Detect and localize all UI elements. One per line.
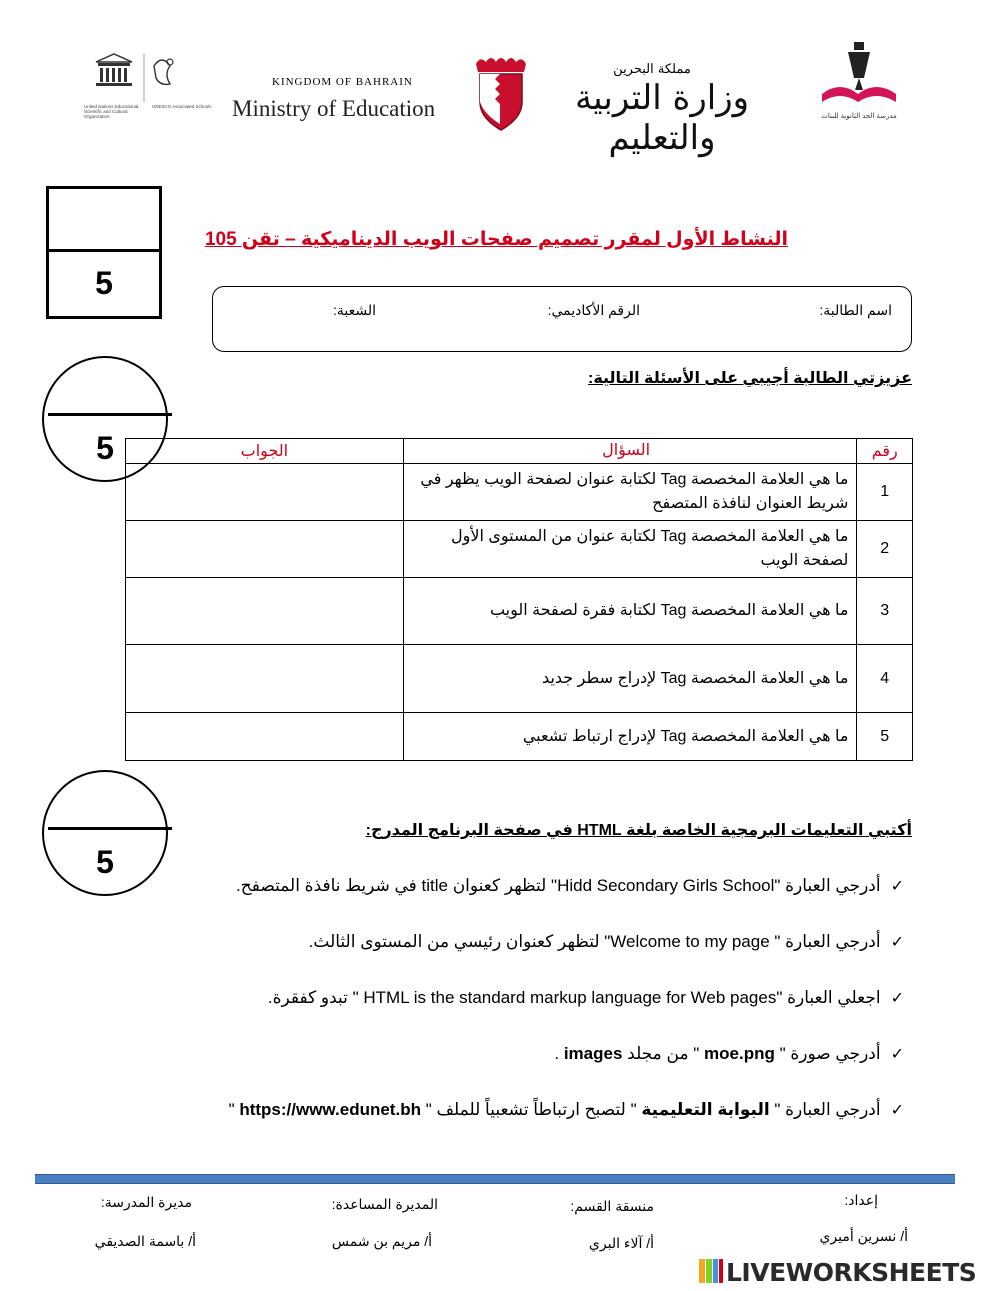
footer-divider	[35, 1174, 955, 1184]
prepared-label: إعداد:	[844, 1192, 878, 1208]
table-row	[126, 645, 913, 713]
student-name-label: اسم الطالبة:	[819, 302, 892, 318]
answer-cell[interactable]	[126, 521, 404, 578]
checkmark-icon: ✓	[890, 990, 904, 1007]
instruction-questions: عزيزتي الطالبة أجيبي على الأسئلة التالية:	[587, 370, 912, 387]
ministry-text: Ministry of Education	[232, 96, 436, 121]
table-row	[126, 713, 913, 761]
row-question: ما هي العلامة المخصصة Tag لكتابة عنوان لصفحة الويب يظهر في شريط العنوان لنافذة المتصفح	[403, 464, 857, 521]
header-question: السؤال	[403, 439, 857, 464]
checkmark-icon: ✓	[890, 878, 904, 895]
academic-number-label: الرقم الأكاديمي:	[547, 302, 640, 318]
task-item	[229, 1100, 904, 1120]
task-item	[268, 988, 904, 1008]
task-text: أدرجي صورة "	[774, 1044, 881, 1063]
page-title: النشاط الأول لمقرر تصميم صفحات الويب الديناميكية – تقن 105	[204, 229, 788, 250]
task-link-text: البوابة التعليمية	[641, 1100, 770, 1119]
principal-label: مديرة المدرسة:	[100, 1194, 192, 1210]
checkmark-icon: ✓	[890, 934, 904, 951]
arabic-ministry-text: وزارة التربية والتعليم	[574, 78, 750, 158]
unesco-caption-right: UNESCO Associated Schools	[152, 104, 212, 109]
questions-table	[125, 438, 913, 761]
checkmark-icon: ✓	[890, 1046, 904, 1063]
header-num: رقم	[857, 439, 913, 464]
instruction-html: أكتبي التعليمات البرمجية الخاصة بلغة HTML في صفحة البرنامج المدرج:	[365, 822, 912, 839]
task-text: "	[228, 1100, 240, 1119]
kingdom-text: KINGDOM OF BAHRAIN	[272, 76, 413, 88]
task-item	[236, 876, 904, 896]
score-number: 5	[95, 265, 113, 301]
row-number: 5	[857, 713, 913, 761]
task-item	[554, 1044, 904, 1064]
table-row	[126, 578, 913, 645]
principal-name: أ/ باسمة الصديقي	[94, 1233, 196, 1249]
row-question: ما هي العلامة المخصصة Tag لإدراج ارتباط تشعبي	[403, 713, 857, 761]
coordinator-label: منسقة القسم:	[570, 1198, 654, 1214]
arabic-kingdom-text: مملكة البحرين	[613, 62, 691, 77]
school-caption: مدرسة الحد الثانوية للبنات	[821, 113, 897, 120]
score-divider	[49, 249, 159, 252]
coordinator-name: أ/ آلاء البري	[588, 1235, 654, 1251]
row-question: ما هي العلامة المخصصة Tag لكتابة عنوان من المستوى الأول لصفحة الويب	[403, 521, 857, 578]
answer-cell[interactable]	[126, 578, 404, 645]
table-row	[126, 521, 913, 578]
row-number: 4	[857, 645, 913, 713]
task-text: اجعلي العبارة "HTML is the standard markup language for Web pages " تبدو كفقرة.	[267, 988, 881, 1007]
prepared-name: أ/ نسرين أميري	[819, 1228, 908, 1244]
brand-text: LIVEWORKSHEETS	[726, 1258, 977, 1287]
task-text: " لتصبح ارتباطاً تشعبياً للملف "	[420, 1100, 642, 1119]
task-text: " من مجلد	[622, 1044, 705, 1063]
task-text: أدرجي العبارة "	[769, 1100, 881, 1119]
score-box-square	[46, 186, 162, 319]
liveworksheets-logo	[698, 1258, 998, 1288]
unesco-logo	[84, 52, 218, 124]
row-number: 3	[857, 578, 913, 645]
answer-cell[interactable]	[126, 713, 404, 761]
header-answer: الجواب	[126, 439, 404, 464]
task-text: .	[554, 1044, 564, 1063]
score-line	[48, 827, 172, 830]
task-url: https://www.edunet.bh	[239, 1100, 421, 1119]
score-circle-two	[42, 770, 168, 896]
task-text: أدرجي العبارة " Welcome to my page" لتظهر كعنوان رئيسي من المستوى الثالث.	[308, 932, 881, 951]
row-question: ما هي العلامة المخصصة Tag لكتابة فقرة لصفحة الويب	[403, 578, 857, 645]
answer-cell[interactable]	[126, 464, 404, 521]
table-row	[126, 464, 913, 521]
task-item	[309, 932, 904, 952]
table-header-row	[126, 439, 913, 464]
section-label: الشعبة:	[332, 302, 376, 318]
task-file-name: moe.png	[704, 1044, 775, 1063]
task-text: أدرجي العبارة "Hidd Secondary Girls School" لتظهر كعنوان title في شريط نافذة المتصفح.	[236, 876, 881, 895]
checkmark-icon: ✓	[890, 1102, 904, 1119]
score-number: 5	[96, 430, 114, 466]
student-info-box	[212, 286, 912, 352]
liveworksheets-icon	[698, 1258, 724, 1284]
row-question: ما هي العلامة المخصصة Tag لإدراج سطر جديد	[403, 645, 857, 713]
school-logo	[818, 40, 900, 122]
assistant-label: المديرة المساعدة:	[331, 1196, 438, 1212]
answer-cell[interactable]	[126, 645, 404, 713]
row-number: 2	[857, 521, 913, 578]
row-number: 1	[857, 464, 913, 521]
bahrain-crest-icon	[470, 54, 532, 132]
task-folder-name: images	[563, 1044, 623, 1063]
unesco-caption-left: United Nations Educational, Scientific and Cultural Organization	[84, 104, 140, 119]
score-line	[48, 413, 172, 416]
score-number: 5	[96, 844, 114, 880]
assistant-name: أ/ مريم بن شمس	[331, 1233, 432, 1249]
